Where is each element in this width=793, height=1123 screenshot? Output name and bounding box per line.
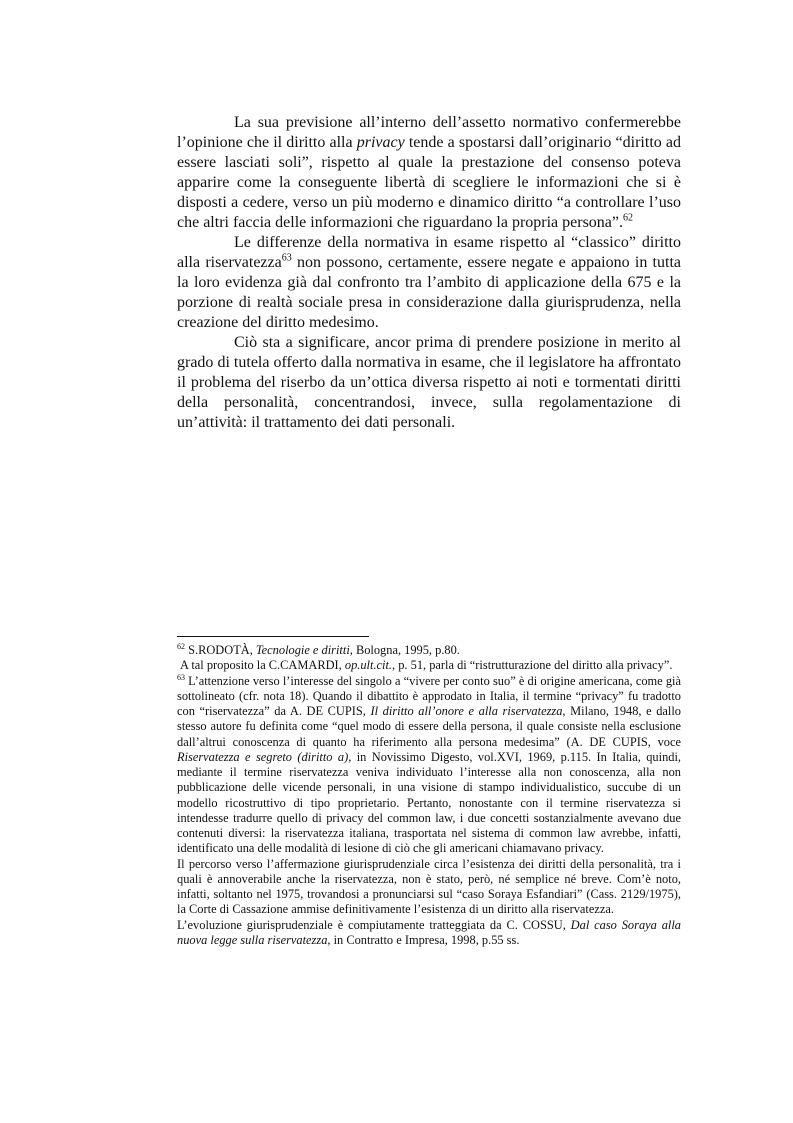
footnotes [177, 643, 681, 948]
paragraph-3: Ciò sta a significare, ancor prima di prendere posizione in merito al grado di tutela offerto dalla normativa in esame, che il legislatore ha affrontato il problema del riserbo da un’ottica diversa rispetto ai noti e tormentati diritti della personalità, concentrandosi, invece, sulla regolamentazione di un’attività: il trattamento dei dati personali. [177, 334, 681, 431]
footnote-62-continued: A tal proposito la C.CAMARDI, op.ult.cit., p. 51, parla di “ristrutturazione del diritto alla privacy”. [180, 658, 673, 673]
footnote-number: 63 [177, 672, 185, 682]
footnote-63-paragraph-3: L’evoluzione giurisprudenziale è compiutamente tratteggiata da C. COSSU, Dal caso Soraya alla nuova legge sulla riservatezza, in Contratto e Impresa, 1998, p.55 ss. [177, 917, 681, 947]
footnote-title: Dal caso Soraya alla nuova legge sulla riservatezza [177, 917, 681, 947]
footnote-ref-63[interactable]: 63 [281, 252, 292, 264]
footnote-62: $^{62}$ S.RODOTÀ, Tecnologie e diritti, Bologna, 1995, p.80. [177, 641, 460, 657]
footnote-number: 62 [177, 641, 185, 651]
footnote-title: Riservatezza e segreto (diritto a) [177, 749, 349, 764]
footnote-ref-62[interactable]: 62 [623, 212, 633, 224]
footnote-63-paragraph-2: Il percorso verso l’affermazione giurisprudenziale circa l’esistenza dei diritti della personalità, tra i quali è annoverabile anche la riservatezza, non è stato, però, né semplice né breve. Com’è noto, infatti, soltanto nel 1975, trovandosi a pronunciarsi sul “caso Soraya Esfandiari” (Cass. 2129/1975), la Corte di Cassazione ammise definitivamente l’esistenza di un diritto alla riservatezza. [177, 856, 681, 917]
emphasis: privacy [356, 134, 405, 151]
footnote-title: Tecnologie e diritti [255, 643, 350, 657]
footnote-63: $^{63}$ L’attenzione verso l’interesse del singolo a “vivere per conto suo” è di origine americana, come già sottolineato (cfr. nota 18). Quando il dibattito è approdato in Italia, il termine “privacy” fu tradotto con “riservatezza” da A. DE CUPIS, Il diritto all’onore e alla riservatezza, Milano, 1948, e dallo stesso autore fu definita come “quel modo di essere della persona, il quale consiste nella esclusione dall’altrui conoscenza di quanto ha riferimento alla persona medesima” (A. DE CUPIS, voce Riservatezza e segreto (diritto a), in Novissimo Digesto, vol.XVI, 1969, p.115. In Italia, quindi, mediante il termine riservatezza veniva individuato l’interesse alla non conoscenza, alla non pubblicazione delle vicende personali, in una visione di stampo individualistico, succube di un modello ricostruttivo di tipo proprietario. Pertanto, nonostante con il termine riservatezza si intendesse tradurre quello di privacy del common law, i due concetti sostanzialmente avevano due contenuti diversi: la riservatezza italiana, trasportata nel sistema di common law avrebbe, infatti, identificato una delle modalità di lesione di ciò che gli americani chiamavano privacy. [177, 672, 682, 856]
paragraph-2: Le differenze della normativa in esame rispetto al “classico” diritto alla riservatezza$^{63}$ non possono, certamente, essere negate e appaiono in tutta la loro evidenza già dal confronto tra l’ambito di applicazione della 675 e la porzione di realtà sociale presa in considerazione dalla giurisprudenza, nella creazione del diritto medesimo. [177, 234, 681, 331]
footnote-citation: op.ult.cit. [344, 658, 393, 673]
main-text [177, 113, 681, 433]
footnote-separator [177, 636, 369, 637]
paragraph-1: La sua previsione all’interno dell’assetto normativo confermerebbe l’opinione che il diritto alla privacy tende a spostarsi dall’originario “diritto ad essere lasciati soli”, rispetto al quale la prestazione del consenso poteva apparire come la conseguente libertà di scegliere le informazioni che si è disposti a cedere, verso un più moderno e dinamico diritto “a controllare l’uso che altri faccia delle informazioni che riguardano la propria persona”.$^{62}$ [177, 114, 681, 231]
footnote-title: Il diritto all’onore e alla riservatezza [370, 704, 563, 718]
